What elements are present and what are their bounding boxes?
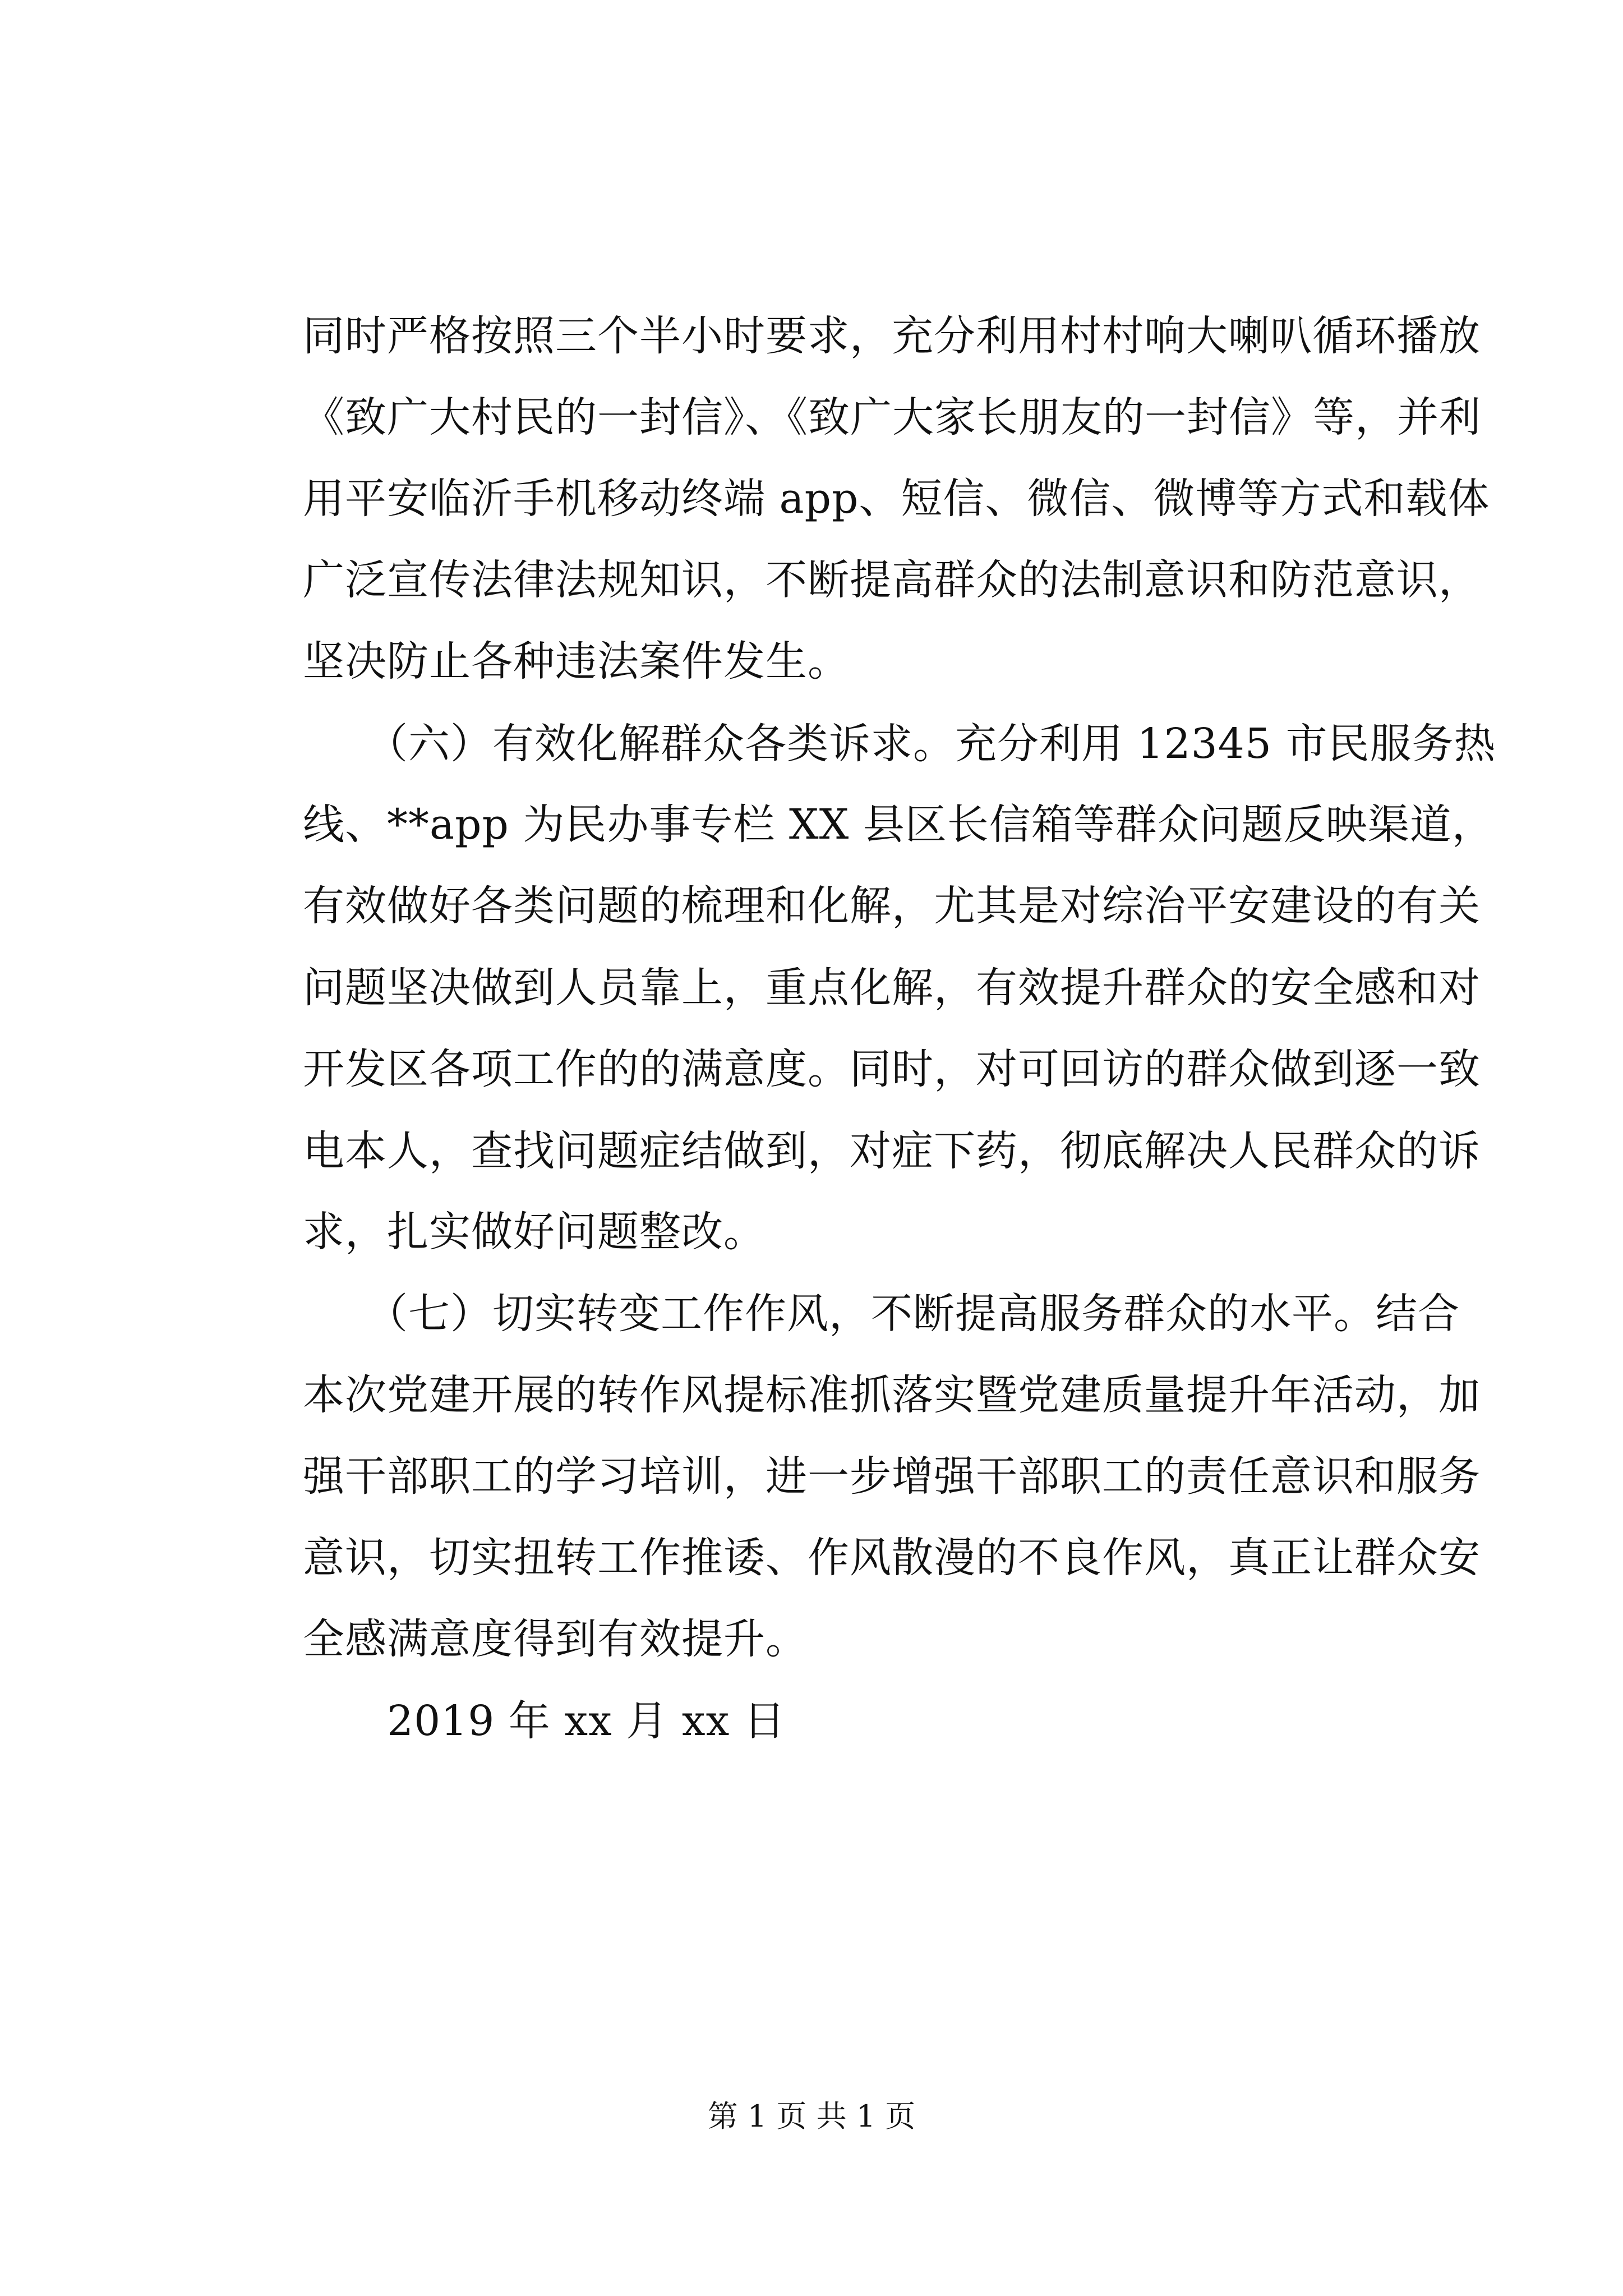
body-line: 电本人，查找问题症结做到，对症下药，彻底解决人民群众的诉 <box>303 1127 1481 1175</box>
body-line: 有效做好各类问题的梳理和化解，尤其是对综治平安建设的有关 <box>303 882 1481 930</box>
body-line: 《致广大村民的一封信》、《致广大家长朋友的一封信》等，并利 <box>303 393 1481 441</box>
body-line: 求，扎实做好问题整改。 <box>303 1208 766 1256</box>
body-line: 本次党建开展的转作风提标准抓落实暨党建质量提升年活动，加 <box>303 1371 1481 1419</box>
paragraph-heading-7: （七）切实转变工作作风，不断提高服务群众的水平。结合 <box>303 1290 1460 1338</box>
body-line: 用平安临沂手机移动终端 app、短信、微信、微博等方式和载体 <box>303 475 1490 523</box>
page-number-footer: 第 1 页 共 1 页 <box>707 2099 916 2134</box>
body-line: 广泛宣传法律法规知识，不断提高群众的法制意识和防范意识， <box>303 556 1481 604</box>
document-date: 2019 年 xx 月 xx 日 <box>303 1697 786 1745</box>
body-line: 强干部职工的学习培训，进一步增强干部职工的责任意识和服务 <box>303 1452 1481 1501</box>
body-line: 线、**app 为民办事专栏 XX 县区长信箱等群众问题反映渠道， <box>303 800 1494 849</box>
body-line: 同时严格按照三个半小时要求，充分利用村村响大喇叭循环播放 <box>303 312 1481 360</box>
paragraph-heading-6: （六）有效化解群众各类诉求。充分利用 12345 市民服务热 <box>303 720 1496 768</box>
body-line: 问题坚决做到人员靠上，重点化解，有效提升群众的安全感和对 <box>303 964 1481 1012</box>
body-line: 开发区各项工作的的满意度。同时，对可回访的群众做到逐一致 <box>303 1045 1481 1093</box>
body-line: 全感满意度得到有效提升。 <box>303 1615 808 1663</box>
body-line: 意识，切实扭转工作推诿、作风散漫的不良作风，真正让群众安 <box>303 1534 1481 1582</box>
body-line: 坚决防止各种违法案件发生。 <box>303 637 850 685</box>
